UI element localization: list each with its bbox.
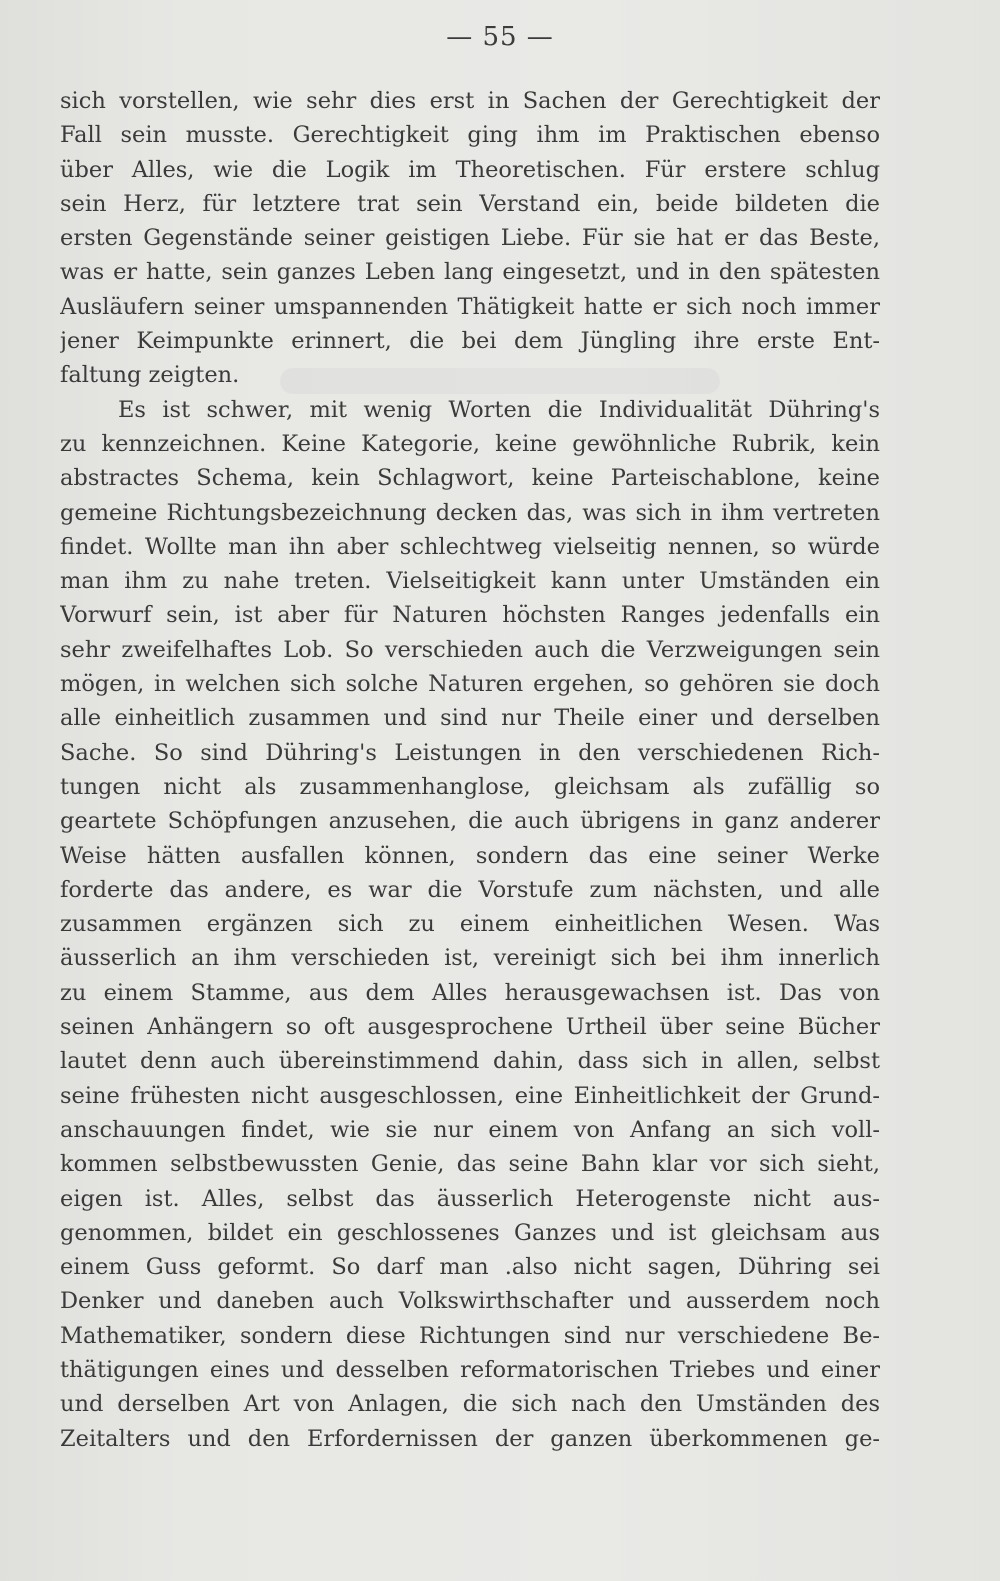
- text-line: faltung zeigten.: [60, 362, 240, 389]
- text-line: sein Herz, für letztere trat sein Verstand ein, beide bildeten die: [60, 190, 880, 217]
- text-line: gemeine Richtungsbezeichnung decken das, was sich in ihm vertreten: [60, 499, 880, 526]
- text-line: über Alles, wie die Logik im Theoretischen. Für erstere schlug: [60, 156, 880, 183]
- text-line: Denker und daneben auch Volkswirthschafter und ausserdem noch: [60, 1288, 880, 1315]
- text-line: was er hatte, sein ganzes Leben lang eingesetzt, und in den spätesten: [60, 259, 880, 286]
- text-line: zu einem Stamme, aus dem Alles herausgewachsen ist. Das von: [60, 979, 880, 1006]
- text-line: man ihm zu nahe treten. Vielseitigkeit kann unter Umständen ein: [60, 568, 880, 595]
- text-line: mögen, in welchen sich solche Naturen ergehen, so gehören sie doch: [60, 671, 880, 698]
- text-line: Mathematiker, sondern diese Richtungen sind nur verschiedene Be-: [60, 1322, 880, 1349]
- text-line: seine frühesten nicht ausgeschlossen, eine Einheitlichkeit der Grund-: [60, 1082, 880, 1109]
- text-line: genommen, bildet ein geschlossenes Ganzes und ist gleichsam aus: [60, 1219, 880, 1246]
- text-line: tungen nicht als zusammenhanglose, gleichsam als zufällig so: [60, 773, 880, 800]
- text-line: Ausläufern seiner umspannenden Thätigkeit hatte er sich noch immer: [60, 293, 880, 320]
- text-line: jener Keimpunkte erinnert, die bei dem Jüngling ihre erste Ent-: [60, 328, 880, 355]
- text-line: kommen selbstbewussten Genie, das seine Bahn klar vor sich sieht,: [60, 1151, 880, 1178]
- text-line: sich vorstellen, wie sehr dies erst in Sachen der Gerechtigkeit der: [60, 88, 880, 114]
- body-text: [60, 84, 880, 1456]
- text-line: Zeitalters und den Erfordernissen der ganzen überkommenen ge-: [60, 1425, 880, 1452]
- text-line: alle einheitlich zusammen und sind nur Theile einer und derselben: [60, 705, 880, 732]
- text-line: ersten Gegenstände seiner geistigen Liebe. Für sie hat er das Beste,: [60, 225, 880, 252]
- text-line: äusserlich an ihm verschieden ist, vereinigt sich bei ihm innerlich: [60, 945, 880, 972]
- text-line: sehr zweifelhaftes Lob. So verschieden auch die Verzweigungen sein: [60, 636, 880, 663]
- text-line: Es ist schwer, mit wenig Worten die Individualität Dühring's: [118, 396, 880, 423]
- text-line: Weise hätten ausfallen können, sondern das eine seiner Werke: [60, 842, 880, 869]
- text-line: forderte das andere, es war die Vorstufe zum nächsten, und alle: [60, 876, 880, 903]
- text-line: Fall sein musste. Gerechtigkeit ging ihm im Praktischen ebenso: [60, 122, 880, 149]
- text-line: zusammen ergänzen sich zu einem einheitlichen Wesen. Was: [60, 911, 880, 938]
- text-line: geartete Schöpfungen anzusehen, die auch übrigens in ganz anderer: [60, 808, 880, 835]
- text-line: anschauungen findet, wie sie nur einem von Anfang an sich voll-: [60, 1116, 880, 1143]
- text-line: zu kennzeichnen. Keine Kategorie, keine gewöhnliche Rubrik, kein: [60, 430, 880, 457]
- text-line: lautet denn auch übereinstimmend dahin, dass sich in allen, selbst: [60, 1048, 880, 1075]
- text-line: Sache. So sind Dühring's Leistungen in den verschiedenen Rich-: [60, 739, 880, 766]
- text-line: und derselben Art von Anlagen, die sich nach den Umständen des: [60, 1391, 880, 1418]
- text-line: seinen Anhängern so oft ausgesprochene Urtheil über seine Bücher: [60, 1014, 880, 1041]
- text-line: abstractes Schema, kein Schlagwort, keine Parteischablone, keine: [60, 465, 880, 492]
- text-line: findet. Wollte man ihn aber schlechtweg vielseitig nennen, so würde: [60, 533, 880, 560]
- page-number: — 55 —: [446, 22, 554, 52]
- text-line: Vorwurf sein, ist aber für Naturen höchsten Ranges jedenfalls ein: [60, 602, 880, 629]
- text-line: thätigungen eines und desselben reformatorischen Triebes und einer: [60, 1356, 880, 1383]
- text-line: eigen ist. Alles, selbst das äusserlich Heterogenste nicht aus-: [60, 1185, 880, 1212]
- text-line: einem Guss geformt. So darf man .also nicht sagen, Dühring sei: [60, 1254, 880, 1281]
